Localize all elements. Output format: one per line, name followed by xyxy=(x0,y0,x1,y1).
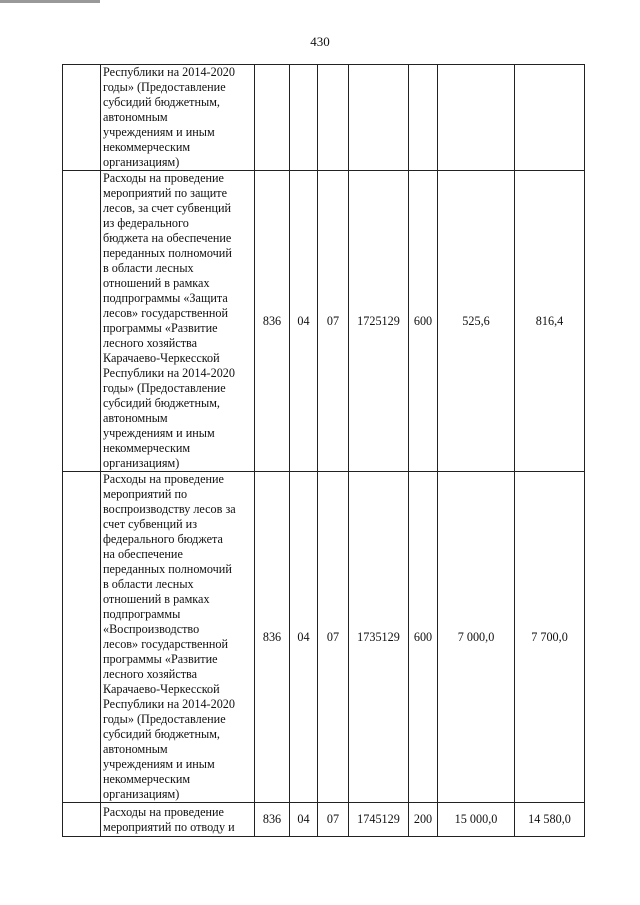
ministry-code: 836 xyxy=(255,803,290,837)
subsection-code xyxy=(318,65,349,171)
amount-year-1: 15 000,0 xyxy=(438,803,515,837)
subsection-code: 07 xyxy=(318,171,349,472)
amount-year-2 xyxy=(515,65,585,171)
amount-year-2: 7 700,0 xyxy=(515,472,585,803)
amount-year-2: 14 580,0 xyxy=(515,803,585,837)
expense-kind-code: 600 xyxy=(409,472,438,803)
ministry-code: 836 xyxy=(255,472,290,803)
row-description: Расходы на проведение мероприятий по отводу и xyxy=(101,803,255,837)
expense-kind-code xyxy=(409,65,438,171)
expense-kind-code: 600 xyxy=(409,171,438,472)
table-row xyxy=(63,472,585,803)
ministry-code: 836 xyxy=(255,171,290,472)
scan-edge-mark xyxy=(0,0,100,3)
table-row xyxy=(63,803,585,837)
table-row xyxy=(63,171,585,472)
page-number: 430 xyxy=(310,34,330,49)
row-description: Расходы на проведение мероприятий по защите лесов, за счет субвенций из федерального бюджета на обеспечение переданных полномочий в области лесных отношений в рамках подпрограммы «Защита лесов» государственной программы «Развитие лесного хозяйства Карачаево-Черкесской Республики на 2014-2020 годы» (Предоставление субсидий бюджетным, автономным учреждениям и иным некоммерческим организациям) xyxy=(101,171,255,472)
amount-year-2: 816,4 xyxy=(515,171,585,472)
section-code: 04 xyxy=(290,472,318,803)
table-row xyxy=(63,65,585,171)
subsection-code: 07 xyxy=(318,803,349,837)
amount-year-1: 7 000,0 xyxy=(438,472,515,803)
row-description: Расходы на проведение мероприятий по воспроизводству лесов за счет субвенций из федерального бюджета на обеспечение переданных полномочий в области лесных отношений в рамках подпрограммы «Воспроизводство лесов» государственной программы «Развитие лесного хозяйства Карачаево-Черкесской Республики на 2014-2020 годы» (Предоставление субсидий бюджетным, автономным учреждениям и иным некоммерческим организациям) xyxy=(101,472,255,803)
budget-table xyxy=(62,64,585,837)
target-article-code: 1735129 xyxy=(349,472,409,803)
section-code: 04 xyxy=(290,171,318,472)
target-article-code: 1745129 xyxy=(349,803,409,837)
subsection-code: 07 xyxy=(318,472,349,803)
blank-cell xyxy=(63,472,101,803)
row-description: Республики на 2014-2020 годы» (Предоставление субсидий бюджетным, автономным учреждениям и иным некоммерческим организациям) xyxy=(101,65,255,171)
amount-year-1 xyxy=(438,65,515,171)
section-code: 04 xyxy=(290,803,318,837)
target-article-code xyxy=(349,65,409,171)
ministry-code xyxy=(255,65,290,171)
section-code xyxy=(290,65,318,171)
amount-year-1: 525,6 xyxy=(438,171,515,472)
blank-cell xyxy=(63,65,101,171)
expense-kind-code: 200 xyxy=(409,803,438,837)
blank-cell xyxy=(63,803,101,837)
target-article-code: 1725129 xyxy=(349,171,409,472)
blank-cell xyxy=(63,171,101,472)
